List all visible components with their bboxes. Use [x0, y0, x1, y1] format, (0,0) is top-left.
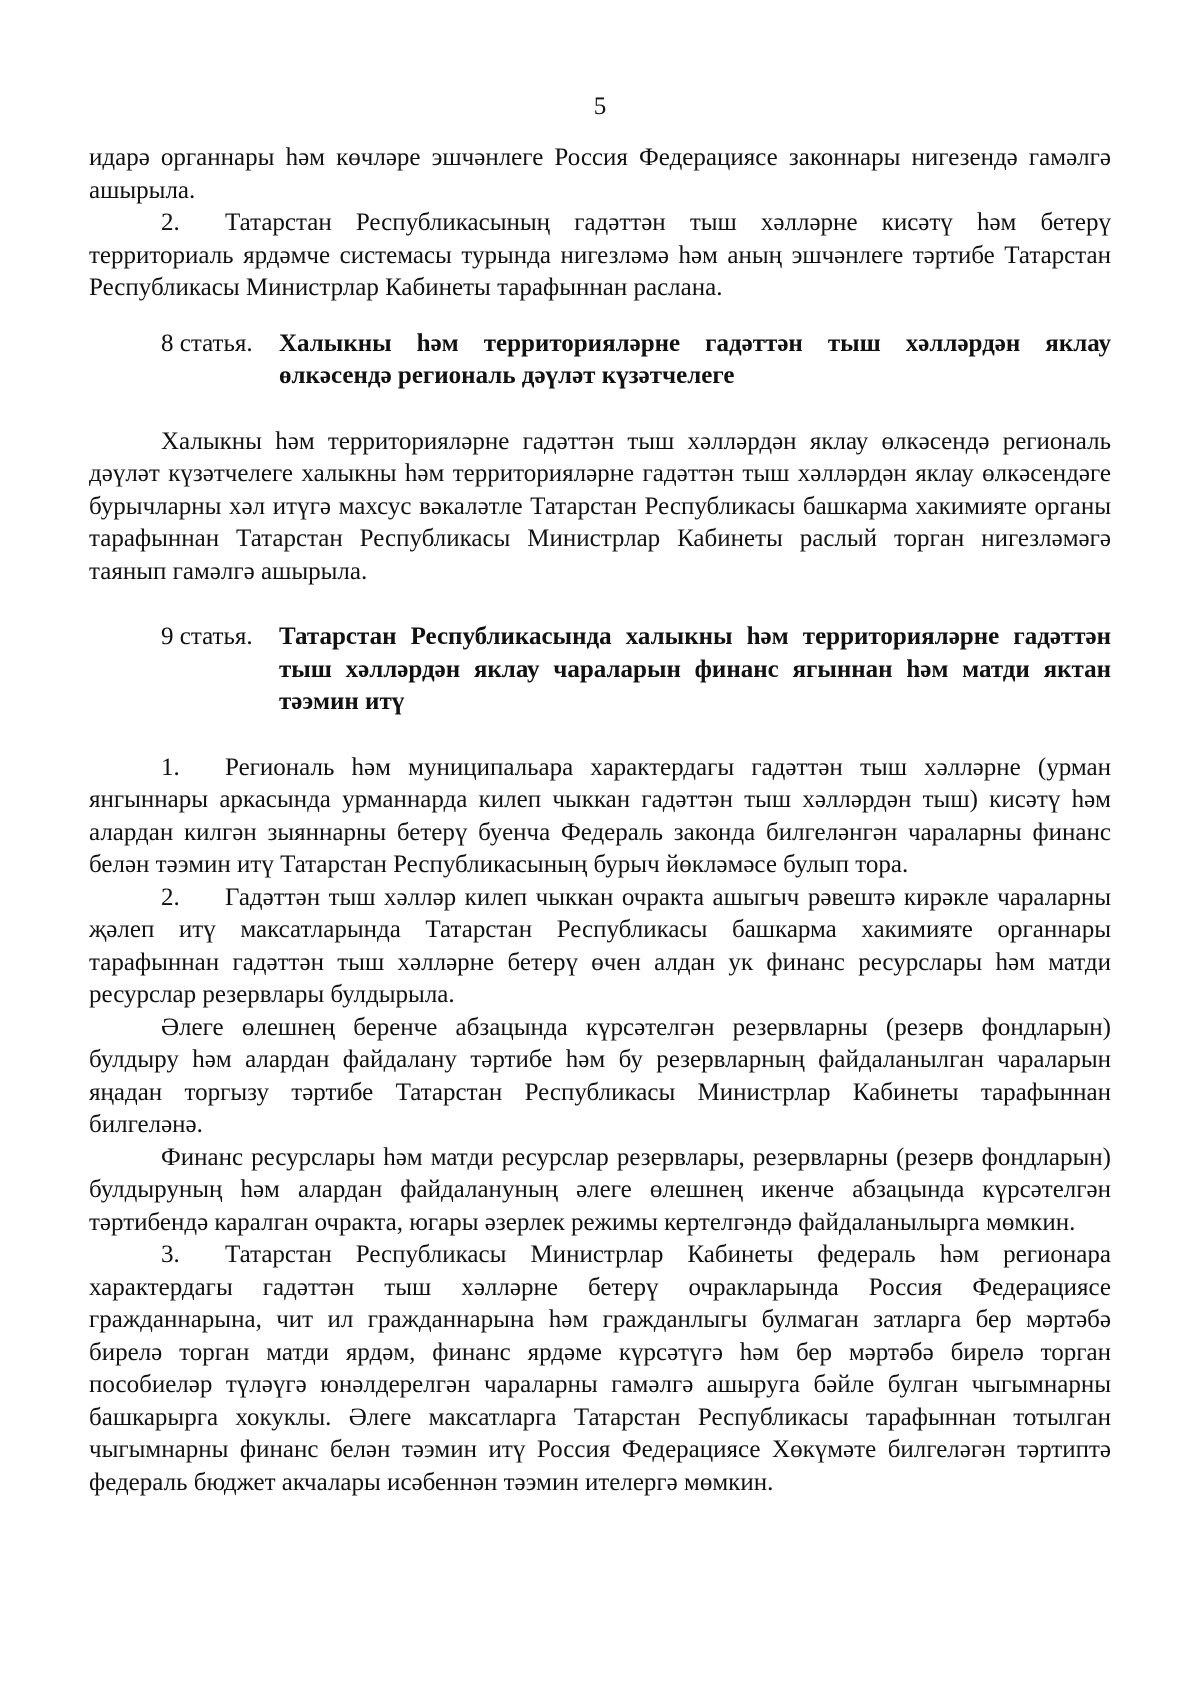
item-text: Татарстан Республикасының гадәттән тыш хәлләрне кисәтү һәм бетерү территориаль ярдәмче системасы турында нигезләмә һәм аның эшчәнлеге тәртибе Татарстан Республикасы Министрлар Кабинеты тарафыннан раслана.: [89, 209, 1111, 301]
article-9-label: 9 статья.: [161, 623, 253, 650]
article-9-item-2: [89, 882, 1111, 1012]
article-9-item-2-paragraph-2: Әлеге өлешнең беренче абзацында күрсәтелгән резервларны (резерв фондларын) булдыру һәм алардан файдалану тәртибе һәм бу резервларның файдаланылган чараларын яңадан торгызу тәртибе Татарстан Республикасы Министрлар Кабинеты тарафыннан билгеләнә.: [89, 1013, 1111, 1138]
item-text: Татарстан Республикасы Министрлар Кабинеты федераль һәм регионара характердагы гадәттән тыш хәлләрне бетерү очракларында Россия Федерациясе гражданнарына, чит ил гражданнарына һәм гражданлыгы булмаган затларга бер мәртәбә бирелә торган матди ярдәм, финанс ярдәме күрсәтүгә һәм бер мәртәбә бирелә торган пособиеләр түләүгә юнәлдерелгән чараларны гамәлгә ашыруга бәйле булган чыгымнарны башкарырга хокуклы. Әлеге максатларга Татарстан Республикасы тарафыннан тотылган чыгымнарны финанс белән тәэмин итү Россия Федерациясе Хөкүмәте билгеләгән тәртиптә федераль бюджет акчалары исәбеннән тәэмин ителергә мөмкин.: [89, 1241, 1111, 1496]
item-number: 2.: [161, 209, 180, 236]
intro-paragraph: идарә органнары һәм көчләре эшчәнлеге Россия Федерациясе законнары нигезендә гамәлгә ашырыла.: [89, 144, 1111, 204]
paragraph-item-2-previous: [89, 207, 1111, 305]
page-number: 5: [593, 93, 607, 120]
article-8-paragraph: Халыкны һәм территорияләрне гадәттән тыш хәлләрдән яклау өлкәсендә региональ дәүләт күзәтчелеге халыкны һәм территорияләрне гадәттән тыш хәлләрдән яклау өлкәсендәге бурычларны хәл итүгә махсус вәкаләтле Татарстан Республикасы башкарма хакимияте органы тарафыннан Татарстан Республикасы Министрлар Кабинеты раслый торган нигезләмәгә таянып гамәлгә ашырыла.: [89, 427, 1111, 585]
item-number: 3.: [161, 1241, 180, 1268]
item-text: Региональ һәм муниципальара характердагы гадәттән тыш хәлләрне (урман янгыннары аркасында урманнарда килеп чыккан гадәттән тыш хәлләрдән тыш) кисәтү һәм алардан килгән зыяннарны бетерү буенча Федераль законда билгеләнгән чараларны финанс белән тәэмин итү Татарстан Республикасының бурыч йөкләмәсе булып тора.: [89, 753, 1111, 878]
article-9-item-3: [89, 1239, 1111, 1499]
article-8-heading: [89, 328, 1111, 393]
item-number: 1.: [161, 753, 180, 781]
article-8-title: Халыкны һәм территорияләрне гадәттән тыш хәлләрдән яклау өлкәсендә региональ дәүләт күзәтчелеге: [279, 329, 1111, 389]
item-text: Гадәттән тыш хәлләр килеп чыккан очракта ашыгыч рәвештә кирәкле чараларны җәлеп итү максатларында Татарстан Республикасы башкарма хакимияте органнары тарафыннан гадәттән тыш хәлләрне бетерү өчен алдан ук финанс ресурслары һәм матди ресурслар резервлары булдырыла.: [89, 883, 1111, 1008]
document-body: [89, 142, 1111, 1499]
article-8-label: 8 статья.: [161, 329, 253, 357]
article-9-item-1: [89, 752, 1111, 882]
article-9-item-2-paragraph-3: Финанс ресурслары һәм матди ресурслар резервлары, резервларны (резерв фондларын) булдыруның һәм алардан файдалануның әлеге өлешнең икенче абзацында күрсәтелгән тәртибендә каралган очракта, югары әзерлек режимы кертелгәндә файдаланылырга мөмкин.: [89, 1143, 1111, 1236]
item-number: 2.: [161, 883, 180, 911]
article-9-heading: [89, 621, 1111, 719]
article-9-title: Татарстан Республикасында халыкны һәм территорияләрне гадәттән тыш хәлләрдән яклау чараларын финанс ягыннан һәм матди яктан тәэмин итү: [279, 623, 1111, 715]
